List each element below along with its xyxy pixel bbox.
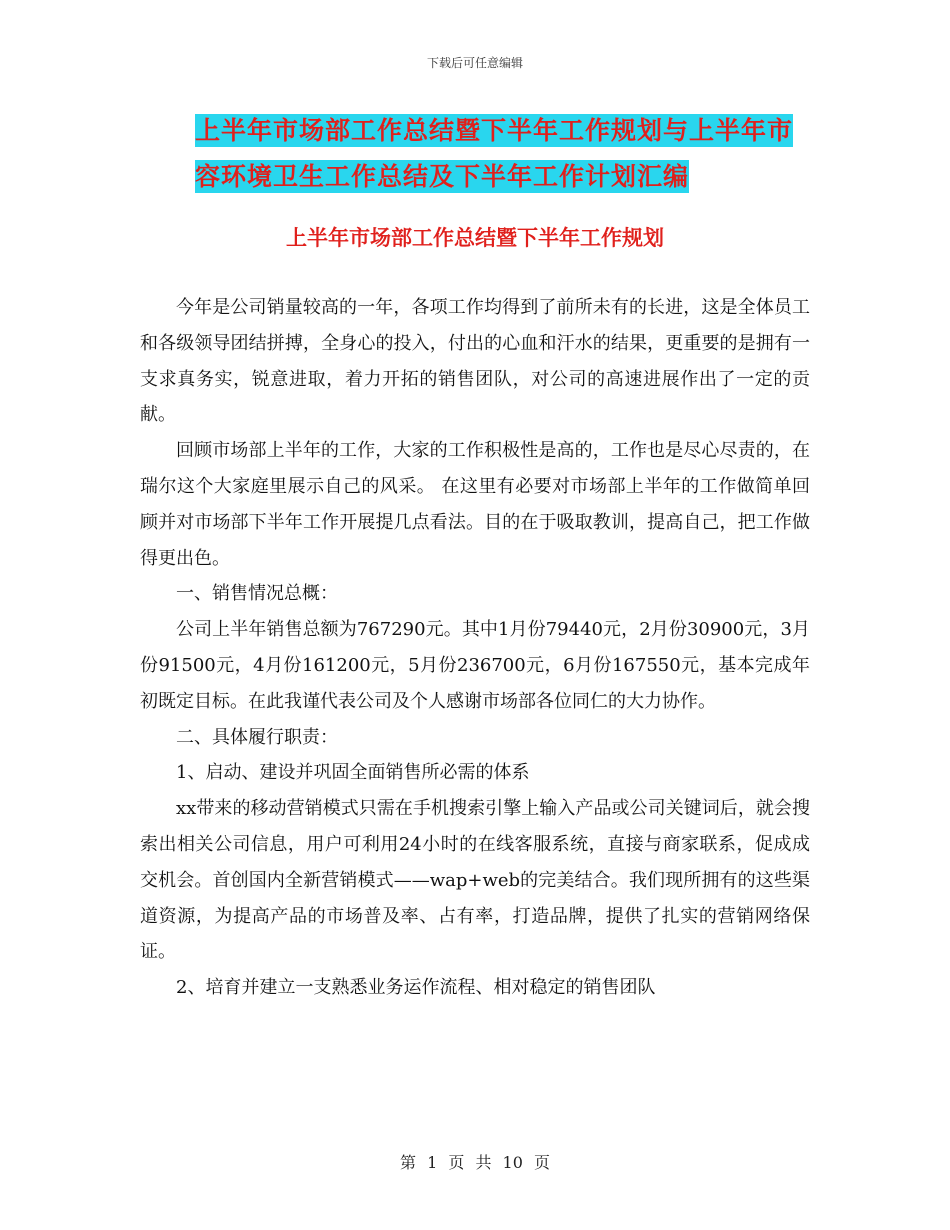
main-title-line-2: 容环境卫生工作总结及下半年工作计划汇编 xyxy=(195,162,690,191)
paragraph: 1、启动、建设并巩固全面销售所必需的体系 xyxy=(176,762,530,784)
paragraph: 公司上半年销售总额为767290元。其中1月份79440元，2月份30900元，3月份91500元，4月份161200元，5月份236700元，6月份167550元，基本完成年初既定目标。在此我谨代表公司及个人感谢市场部各位同仁的大力协作。 xyxy=(140,619,810,712)
page-footer: 第 1 页 共 10 页 xyxy=(400,1153,550,1172)
header-note: 下载后可任意编辑 xyxy=(426,56,523,70)
paragraph: 一、销售情况总概： xyxy=(176,583,338,605)
paragraph: xx带来的移动营销模式只需在手机搜索引擎上输入产品或公司关键词后，就会搜索出相关公司信息，用户可利用24小时的在线客服系统，直接与商家联系，促成成交机会。首创国内全新营销模式——wap+web的完美结合。我们现所拥有的这些渠道资源，为提高产品的市场普及率、占有率，打造品牌，提供了扎实的营销网络保证。 xyxy=(140,798,810,963)
paragraph: 二、具体履行职责： xyxy=(176,726,338,748)
main-title xyxy=(195,108,815,200)
paragraph: 回顾市场部上半年的工作，大家的工作积极性是高的，工作也是尽心尽责的，在瑞尔这个大家庭里展示自己的风采。 在这里有必要对市场部上半年的工作做简单回顾并对市场部下半年工作开展提几点看法。目的在于吸取教训，提高自己，把工作做得更出色。 xyxy=(140,440,810,569)
main-title-line-1: 上半年市场部工作总结暨下半年工作规划与上半年市 xyxy=(195,116,794,145)
section-title: 上半年市场部工作总结暨下半年工作规划 xyxy=(286,225,664,250)
paragraph: 2、培育并建立一支熟悉业务运作流程、相对稳定的销售团队 xyxy=(176,977,656,999)
document-body xyxy=(140,290,810,1006)
paragraph: 今年是公司销量较高的一年，各项工作均得到了前所未有的长进，这是全体员工和各级领导团结拼搏，全身心的投入，付出的心血和汗水的结果，更重要的是拥有一支求真务实，锐意进取，着力开拓的销售团队，对公司的高速进展作出了一定的贡献。 xyxy=(140,297,810,426)
